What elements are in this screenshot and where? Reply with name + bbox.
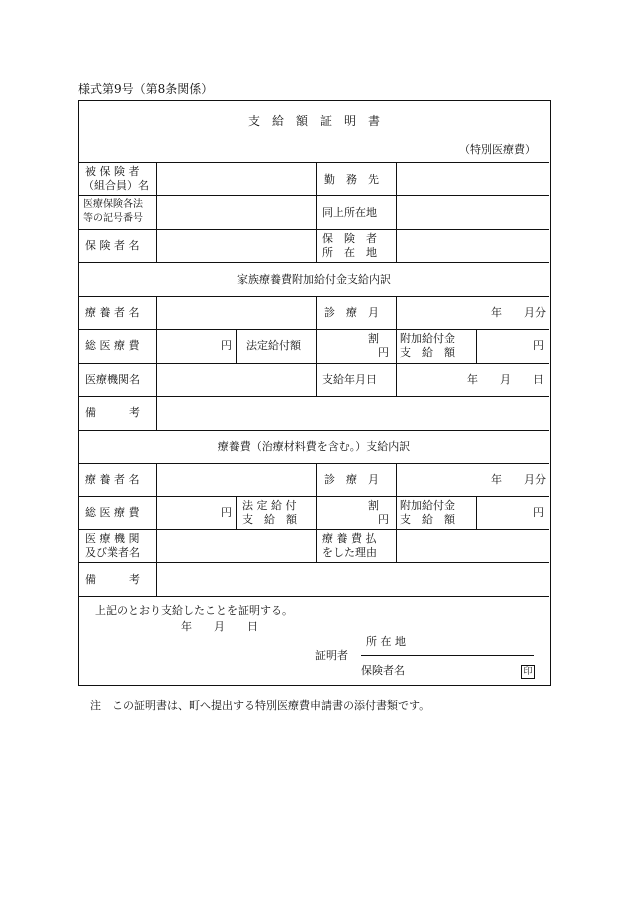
form-subtitle: （特別医療費）	[459, 143, 536, 156]
line	[79, 529, 549, 530]
address-label: 所 在 地	[366, 635, 406, 648]
line	[79, 463, 549, 464]
line	[476, 496, 477, 529]
insured-label-2: （組合員）名	[83, 179, 149, 192]
symbol-number-label: 医療保険各法	[83, 199, 143, 210]
remarks-label: 備 考	[85, 406, 140, 419]
line	[316, 162, 317, 262]
line	[79, 262, 549, 263]
certification-date: 年 月 日	[181, 620, 258, 633]
line	[156, 296, 157, 430]
medical-section-heading: 療養費（治療材料費を含む。）支給内訳	[217, 440, 411, 453]
legal-benefit-label: 法 定 給 付	[242, 499, 297, 512]
yen-label: 円	[221, 339, 232, 352]
line	[79, 396, 549, 397]
payment-date-label: 支給年月日	[322, 373, 377, 386]
symbol-number-label-2: 等の記号番号	[83, 213, 143, 224]
insurer-name-label: 保険者名	[361, 664, 405, 677]
patient-label: 療 養 者 名	[85, 473, 140, 486]
insurer-address-label-2: 所 在 地	[322, 246, 377, 259]
line	[396, 463, 397, 563]
additional-benefit-label: 附加給付金	[400, 332, 455, 345]
additional-benefit-label: 附加給付金	[400, 499, 455, 512]
legal-benefit-label-2: 支 給 額	[242, 513, 297, 526]
percent-label: 割	[368, 499, 379, 512]
line	[79, 596, 549, 597]
reason-label-2: をした理由	[322, 546, 377, 559]
workplace-label: 勤 務 先	[324, 173, 379, 186]
footnote: 注 この証明書は、町へ提出する特別医療費申請書の添付書類です。	[90, 699, 431, 712]
form-title: 支 給 額 証 明 書	[247, 114, 380, 128]
total-cost-label: 総 医 療 費	[85, 506, 140, 519]
percent-label: 割	[368, 332, 379, 345]
line	[79, 162, 549, 163]
yen-label: 円	[378, 513, 389, 526]
reason-label: 療 養 費 払	[322, 532, 377, 545]
line	[79, 229, 549, 230]
line	[79, 195, 549, 196]
line	[79, 329, 549, 330]
date-label: 年 月 日	[467, 373, 544, 386]
additional-benefit-label-2: 支 給 額	[400, 513, 455, 526]
form-number: 様式第9号（第8条関係）	[78, 82, 214, 96]
insurer-name-label: 保 険 者 名	[85, 239, 140, 252]
line	[396, 162, 397, 262]
legal-benefit-label: 法定給付額	[246, 339, 301, 352]
certificate-form	[78, 100, 551, 686]
line	[79, 363, 549, 364]
same-address-label: 同上所在地	[322, 206, 377, 219]
certification-statement: 上記のとおり支給したことを証明する。	[95, 604, 293, 617]
line	[396, 296, 397, 396]
yen-label: 円	[378, 346, 389, 359]
seal-mark: 印	[521, 665, 535, 679]
year-month-label: 年 月分	[491, 306, 546, 319]
family-section-heading: 家族療養費附加給付金支給内訳	[237, 273, 391, 286]
hospital-label: 医 療 機 関	[85, 532, 140, 545]
seal-box	[521, 664, 535, 679]
month-label: 診 療 月	[324, 306, 379, 319]
certifier-label: 証明者	[315, 649, 348, 662]
line	[79, 496, 549, 497]
signature-line	[361, 655, 534, 656]
hospital-label-2: 及び業者名	[85, 546, 140, 559]
yen-label: 円	[533, 339, 544, 352]
line	[316, 463, 317, 563]
line	[236, 329, 237, 363]
insured-label: 被 保 険 者	[85, 165, 140, 178]
total-cost-label: 総 医 療 費	[85, 339, 140, 352]
additional-benefit-label-2: 支 給 額	[400, 346, 455, 359]
line	[79, 296, 549, 297]
patient-label: 療 養 者 名	[85, 306, 140, 319]
line	[316, 296, 317, 396]
line	[476, 329, 477, 363]
yen-label: 円	[221, 506, 232, 519]
hospital-label: 医療機関名	[85, 373, 140, 386]
month-label: 診 療 月	[324, 473, 379, 486]
insurer-address-label: 保 険 者	[322, 232, 377, 245]
remarks-label: 備 考	[85, 573, 140, 586]
line	[156, 463, 157, 596]
yen-label: 円	[533, 506, 544, 519]
line	[79, 430, 549, 431]
line	[156, 162, 157, 262]
year-month-label: 年 月分	[491, 473, 546, 486]
line	[79, 562, 549, 563]
line	[236, 496, 237, 529]
